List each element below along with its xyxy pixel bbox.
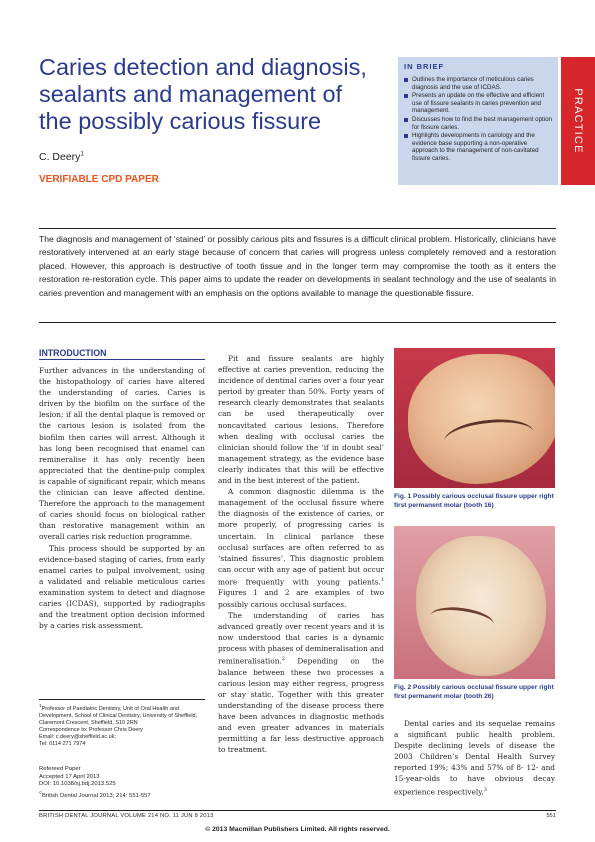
figure-1-caption: Fig. 1 Possibly carious occlusal fissure upper right first permanent molar (tooth 16) (394, 493, 554, 510)
footer-rule (39, 810, 556, 811)
refereed-label: Refereed Paper (39, 766, 81, 772)
correspondence-line: Correspondence to: Professor Chris Deery (39, 727, 143, 734)
refereed-info (39, 766, 205, 800)
copyright-notice: © 2013 Macmillan Publishers Limited. All rights reserved. (205, 826, 390, 833)
abstract-bottom-rule (39, 322, 556, 323)
paragraph: Pit and fissure sealants are highly effective at caries prevention, reducing the incidence of dentinal caries over a four year period by greater than 50%. Forty years of research clearly demonstrates that sealants can be used therapeutically over noncavitated carious lesions. Therefore when dealing with occlusal caries the clinician should follow the ‘if in doubt seal’ management strategy, as the evidence base clearly indicates that this will be effective and in the best interest of the patient. (218, 354, 384, 486)
in-brief-heading: IN BRIEF (404, 62, 445, 71)
journal-footer: BRITISH DENTAL JOURNAL VOLUME 214 NO. 11 JUN 8 2013 (39, 813, 214, 819)
section-tab-label: PRACTICE (572, 88, 584, 154)
abstract-top-rule (39, 228, 556, 229)
paragraph: Further advances in the understanding of the histopathology of caries have altered the understanding of caries. Caries is driven by the biofilm on the surface of the lesion; if all the dental plaque is removed or the carious lesion is isolated from the biofilm then caries will arrest. Although it has long been recognised that enamel can remineralise it has only recently been appreciated that the dentine-pulp complex is capable of significant repair, which means the clinician can leave affected dentine. Therefore the approach to the management of caries should focus on biological rather than restorative management within an overall caries risk reduction programme. (39, 366, 205, 542)
figure-2-caption: Fig. 2 Possibly carious occlusal fissure upper right first permanent molar (tooth 26) (394, 684, 554, 701)
in-brief-item: Highlights developments in cariology and the evidence base supporting a non-operative approach to the management of non-cavitated fissure caries. (404, 132, 552, 162)
paragraph: A common diagnostic dilemma is the management of the occlusal fissure where the diagnosis of the existence of caries, or more properly, of progressing caries is uncertain. In clinical parlance these occlusal surfaces are often referred to as ‘stained fissures’. This diagnostic problem can occur with any age of patient but occur more frequently with young patients.$^1$ Figures 1 and 2 are examples of two possibly carious occlusal surfaces. (218, 487, 384, 609)
page-number: 551 (546, 813, 556, 819)
abstract: The diagnosis and management of ‘stained’ or possibly carious pits and fissures is a difficult clinical problem. Historically, clinicians have restoratively intervened at an early stage because of concern that caries will progress unless completely removed and a restoration placed. However, this approach is destructive of tooth tissue and in the longer term may compromise the tooth as it enters the restoration re-restoration cycle. This paper aims to update the reader on developments in sealant technology and the use of sealants in caries prevention and management with an emphasis on the options available to manage the questionable fissure. (39, 234, 556, 298)
column-2 (218, 353, 384, 755)
doi: DOI: 10.1038/sj.bdj.2013.525 (39, 781, 116, 788)
author-affiliation (39, 699, 205, 748)
email-line: Email: c.deery@sheffield.ac.uk; (39, 734, 117, 741)
introduction-heading: INTRODUCTION (39, 348, 205, 360)
paragraph: This process should be supported by an evidence-based staging of caries, from early enamel caries to pulpal involvement, using a validated and reliable meticulous caries examination system to detect and diagnose caries (ICDAS), supported by radiographs and the treatment option decision informed by a caries risk assessment. (39, 543, 205, 631)
article-title: Caries detection and diagnosis, sealants and management of the possibly carious fissure (39, 54, 367, 134)
section-tab (561, 57, 595, 185)
accepted-date: Accepted 17 April 2013 (39, 773, 100, 780)
affiliation-line: $^1$Professor of Paediatric Dentistry, Unit of Oral Health and Development, School of Clinical Dentistry, University of Sheffield, Claremont Crescent, Sheffield, S10 2RN (39, 703, 198, 727)
in-brief-item: Outlines the importance of meticulous caries diagnosis and the use of ICDAS. (404, 76, 552, 91)
paragraph: The understanding of caries has advanced greatly over recent years and it is now understood that caries is a dynamic process with phases of demineralisation and remineralisation.$^2$ Depending on the balance between these two processes a carious lesion may either regress, progress or stay static. Together with this greater understanding of the disease process there have been advances in diagnostic methods and even greater advances in materials permitting a far less destructive approach to treatment. (218, 610, 384, 755)
column-3 (394, 718, 555, 797)
column-1 (39, 365, 205, 631)
in-brief-box (398, 57, 558, 185)
paragraph: Dental caries and its sequelae remains a significant public health problem. Despite declining levels of disease the 2003 Children’s Dental Health Survey reported 19%; 43% and 57% of 8- 12- and 15-year-olds to have obvious decay experience respectively.$^3$ (394, 719, 555, 796)
author-name: C. Deery$^1$ (39, 151, 84, 163)
in-brief-item: Presents an update on the effective and efficient use of fissure sealants in caries prevention and management. (404, 92, 552, 115)
phone-line: Tel: 0114 271 7974 (39, 741, 86, 748)
in-brief-item: Discusses how to find the best management option for fissure caries. (404, 116, 552, 131)
figure-2-image (394, 526, 555, 679)
citation: ©British Dental Journal 2013; 214: 551-557 (39, 789, 151, 799)
cpd-label: VERIFIABLE CPD PAPER (39, 174, 159, 185)
in-brief-list (404, 76, 552, 163)
tooth-image (416, 536, 546, 676)
tooth-image (408, 354, 555, 484)
figure-1-image (394, 348, 555, 488)
